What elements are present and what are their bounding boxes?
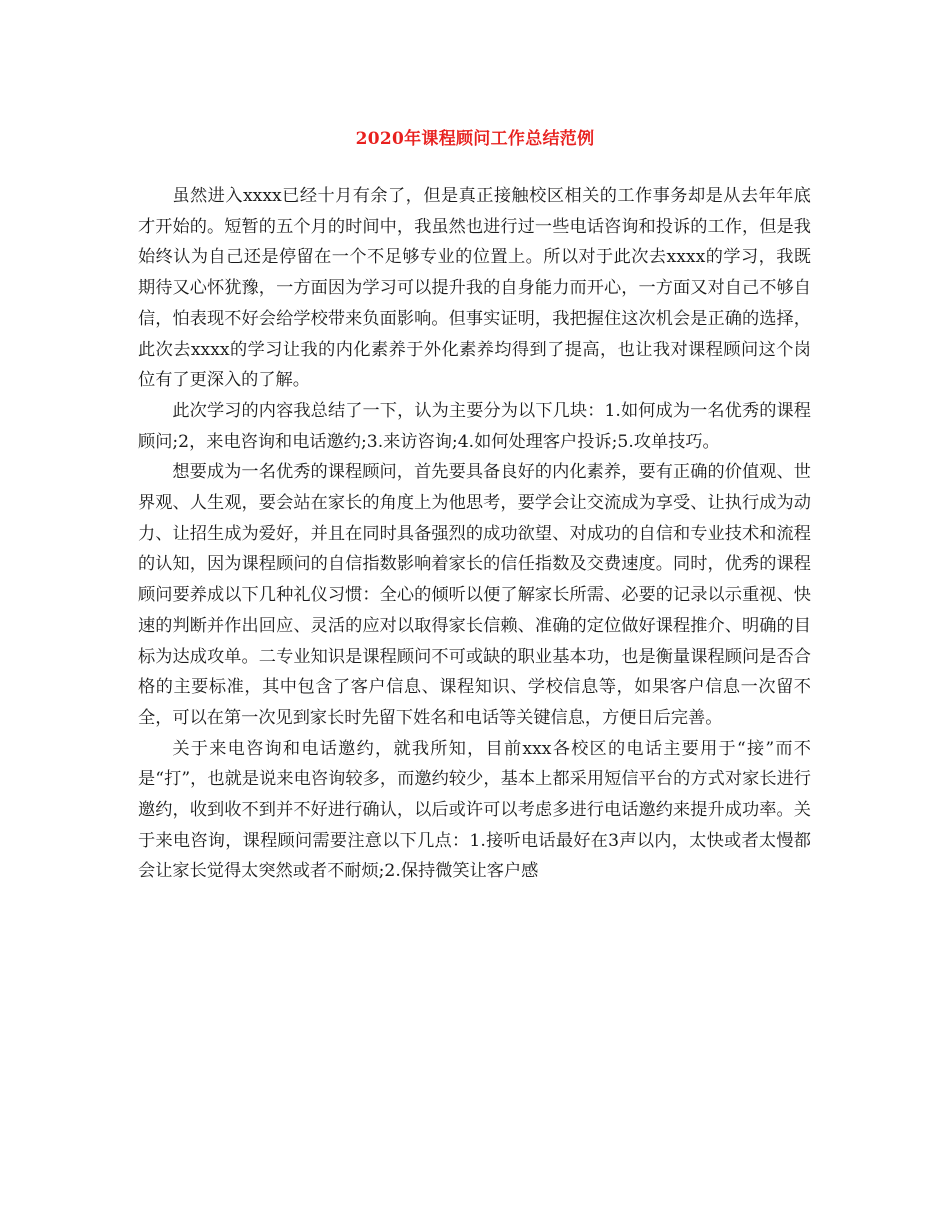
paragraph-4: 关于来电咨询和电话邀约，就我所知，目前xxx各校区的电话主要用于“接”而不是“打”，也就是说来电咨询较多，而邀约较少，基本上都采用短信平台的方式对家长进行邀约，收到收不到并不好进行确认，以后或许可以考虑多进行电话邀约来提升成功率。关于来电咨询，课程顾问需要注意以下几点：1.接听电话最好在3声以内，太快或者太慢都会让家长觉得太突然或者不耐烦;2.保持微笑让客户感 (138, 738, 811, 882)
document-body (138, 181, 811, 887)
paragraph-3: 想要成为一名优秀的课程顾问，首先要具备良好的内化素养，要有正确的价值观、世界观、人生观，要会站在家长的角度上为他思考，要学会让交流成为享受、让执行成为动力、让招生成为爱好，并且在同时具备强烈的成功欲望、对成功的自信和专业技术和流程的认知，因为课程顾问的自信指数影响着家长的信任指数及交费速度。同时，优秀的课程顾问要养成以下几种礼仪习惯：全心的倾听以便了解家长所需、必要的记录以示重视、快速的判断并作出回应、灵活的应对以取得家长信赖、准确的定位做好课程推介、明确的目标为达成攻单。二专业知识是课程顾问不可或缺的职业基本功，也是衡量课程顾问是否合格的主要标准，其中包含了客户信息、课程知识、学校信息等，如果客户信息一次留不全，可以在第一次见到家长时先留下姓名和电话等关键信息，方便日后完善。 (138, 462, 811, 728)
paragraph-1: 虽然进入xxxx已经十月有余了，但是真正接触校区相关的工作事务却是从去年年底才开始的。短暂的五个月的时间中，我虽然也进行过一些电话咨询和投诉的工作，但是我始终认为自己还是停留在一个不足够专业的位置上。所以对于此次去xxxx的学习，我既期待又心怀犹豫，一方面因为学习可以提升我的自身能力而开心，一方面又对自己不够自信，怕表现不好会给学校带来负面影响。但事实证明，我把握住这次机会是正确的选择，此次去xxxx的学习让我的内化素养于外化素养均得到了提高，也让我对课程顾问这个岗位有了更深入的了解。 (138, 186, 811, 391)
document-title: 2020年课程顾问工作总结范例 (355, 129, 595, 149)
paragraph-2: 此次学习的内容我总结了一下，认为主要分为以下几块：1.如何成为一名优秀的课程顾问;2，来电咨询和电话邀约;3.来访咨询;4.如何处理客户投诉;5.攻单技巧。 (138, 400, 811, 452)
